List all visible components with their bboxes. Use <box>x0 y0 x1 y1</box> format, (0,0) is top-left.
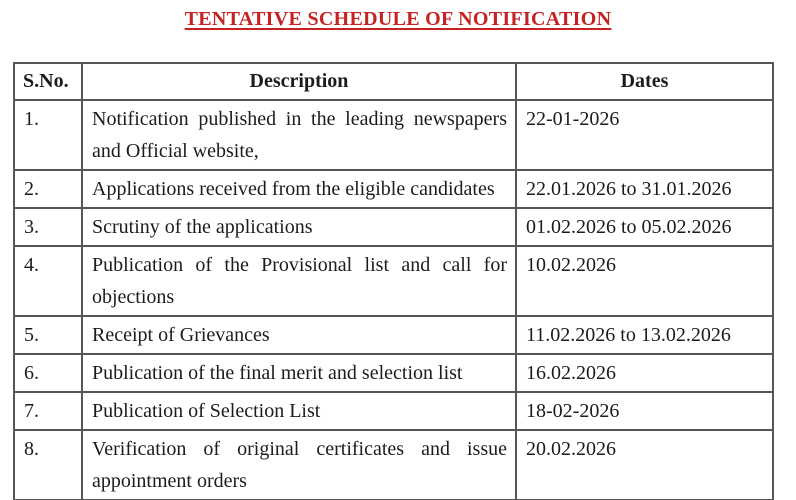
dates-cell: 01.02.2026 to 05.02.2026 <box>516 208 773 246</box>
table-header-row <box>14 63 773 100</box>
header-dates: Dates <box>516 63 773 100</box>
table-row <box>14 354 773 392</box>
table-row <box>14 246 773 316</box>
description-cell: Applications received from the eligible candidates <box>82 170 516 208</box>
table-row <box>14 208 773 246</box>
description-cell: Notification published in the leading newspapers and Official website, <box>82 100 516 170</box>
document-title: TENTATIVE SCHEDULE OF NOTIFICATION <box>184 8 612 30</box>
sno-cell: 2. <box>14 170 82 208</box>
header-description: Description <box>82 63 516 100</box>
sno-cell: 5. <box>14 316 82 354</box>
dates-cell: 20.02.2026 <box>516 430 773 500</box>
sno-cell: 4. <box>14 246 82 316</box>
dates-cell: 16.02.2026 <box>516 354 773 392</box>
dates-cell: 18-02-2026 <box>516 392 773 430</box>
dates-cell: 11.02.2026 to 13.02.2026 <box>516 316 773 354</box>
description-cell: Scrutiny of the applications <box>82 208 516 246</box>
description-cell: Publication of Selection List <box>82 392 516 430</box>
sno-cell: 8. <box>14 430 82 500</box>
schedule-table <box>13 62 774 500</box>
dates-cell: 22-01-2026 <box>516 100 773 170</box>
description-cell: Publication of the final merit and selection list <box>82 354 516 392</box>
table-row <box>14 392 773 430</box>
table-row <box>14 316 773 354</box>
sno-cell: 3. <box>14 208 82 246</box>
description-cell: Publication of the Provisional list and call for objections <box>82 246 516 316</box>
description-cell: Verification of original certificates and issue appointment orders <box>82 430 516 500</box>
title-container <box>0 0 796 31</box>
table-row <box>14 430 773 500</box>
sno-cell: 6. <box>14 354 82 392</box>
sno-cell: 1. <box>14 100 82 170</box>
table-row <box>14 170 773 208</box>
description-cell: Receipt of Grievances <box>82 316 516 354</box>
sno-cell: 7. <box>14 392 82 430</box>
header-sno: S.No. <box>14 63 82 100</box>
table-row <box>14 100 773 170</box>
dates-cell: 22.01.2026 to 31.01.2026 <box>516 170 773 208</box>
dates-cell: 10.02.2026 <box>516 246 773 316</box>
